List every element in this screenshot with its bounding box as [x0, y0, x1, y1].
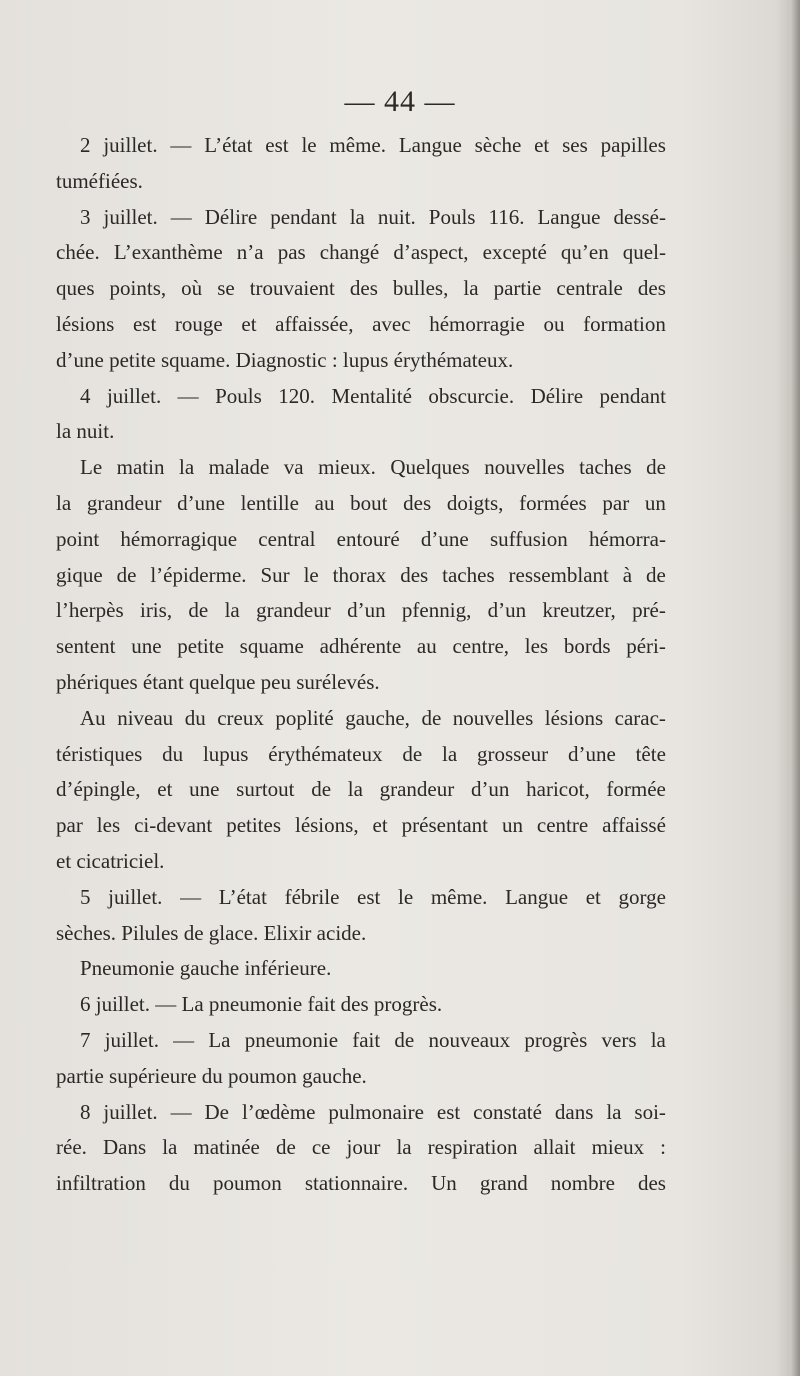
text-line: 5 juillet. — L’état fébrile est le même. Langue et gorge — [80, 884, 666, 909]
text-line: partie supérieure du poumon gauche. — [56, 1063, 367, 1088]
text-line: gique de l’épiderme. Sur le thorax des taches ressemblant à de — [56, 562, 666, 587]
page-number: — 44 — — [344, 85, 456, 118]
text-line: la nuit. — [56, 419, 115, 444]
text-line: point hémorragique central entouré d’une suffusion hémorra- — [56, 526, 666, 551]
text-line: Pneumonie gauche inférieure. — [80, 956, 332, 981]
text-line: sentent une petite squame adhérente au centre, les bords péri- — [56, 634, 666, 659]
text-line: Le matin la malade va mieux. Quelques nouvelles taches de — [80, 455, 666, 480]
text-line: d’épingle, et une surtout de la grandeur d’un haricot, formée — [56, 777, 666, 802]
text-line: 4 juillet. — Pouls 120. Mentalité obscurcie. Délire pendant — [80, 383, 666, 408]
page-edge-shadow — [790, 0, 800, 1376]
text-line: lésions est rouge et affaissée, avec hémorragie ou formation — [56, 311, 666, 336]
text-line: tuméfiées. — [56, 168, 143, 193]
text-line: téristiques du lupus érythémateux de la grosseur d’une tête — [56, 741, 666, 766]
text-line: infiltration du poumon stationnaire. Un grand nombre des — [56, 1171, 666, 1196]
text-line: rée. Dans la matinée de ce jour la respiration allait mieux : — [56, 1135, 666, 1160]
text-line: par les ci-devant petites lésions, et présentant un centre affaissé — [56, 813, 666, 838]
text-line: 2 juillet. — L’état est le même. Langue sèche et ses papilles — [80, 133, 666, 157]
text-line: d’une petite squame. Diagnostic : lupus érythémateux. — [56, 347, 514, 372]
text-line: sèches. Pilules de glace. Elixir acide. — [56, 920, 367, 945]
text-line: la grandeur d’une lentille au bout des doigts, formées par un — [56, 490, 666, 515]
text-line: 8 juillet. — De l’œdème pulmonaire est constaté dans la soi- — [80, 1099, 666, 1124]
text-line: et cicatriciel. — [56, 848, 165, 873]
text-line: Au niveau du creux poplité gauche, de nouvelles lésions carac- — [80, 705, 666, 730]
text-line: 6 juillet. — La pneumonie fait des progrès. — [80, 992, 443, 1017]
text-line: 7 juillet. — La pneumonie fait de nouveaux progrès vers la — [80, 1027, 666, 1052]
text-line: 3 juillet. — Délire pendant la nuit. Pouls 116. Langue dessé- — [80, 204, 666, 229]
text-line: l’herpès iris, de la grandeur d’un pfennig, d’un kreutzer, pré- — [56, 598, 666, 623]
text-line: chée. L’exanthème n’a pas changé d’aspect, excepté qu’en quel- — [56, 240, 666, 265]
text-line: ques points, où se trouvaient des bulles, la partie centrale des — [56, 276, 666, 301]
text-line: phériques étant quelque peu surélevés. — [56, 669, 380, 694]
body-text — [56, 128, 666, 1202]
